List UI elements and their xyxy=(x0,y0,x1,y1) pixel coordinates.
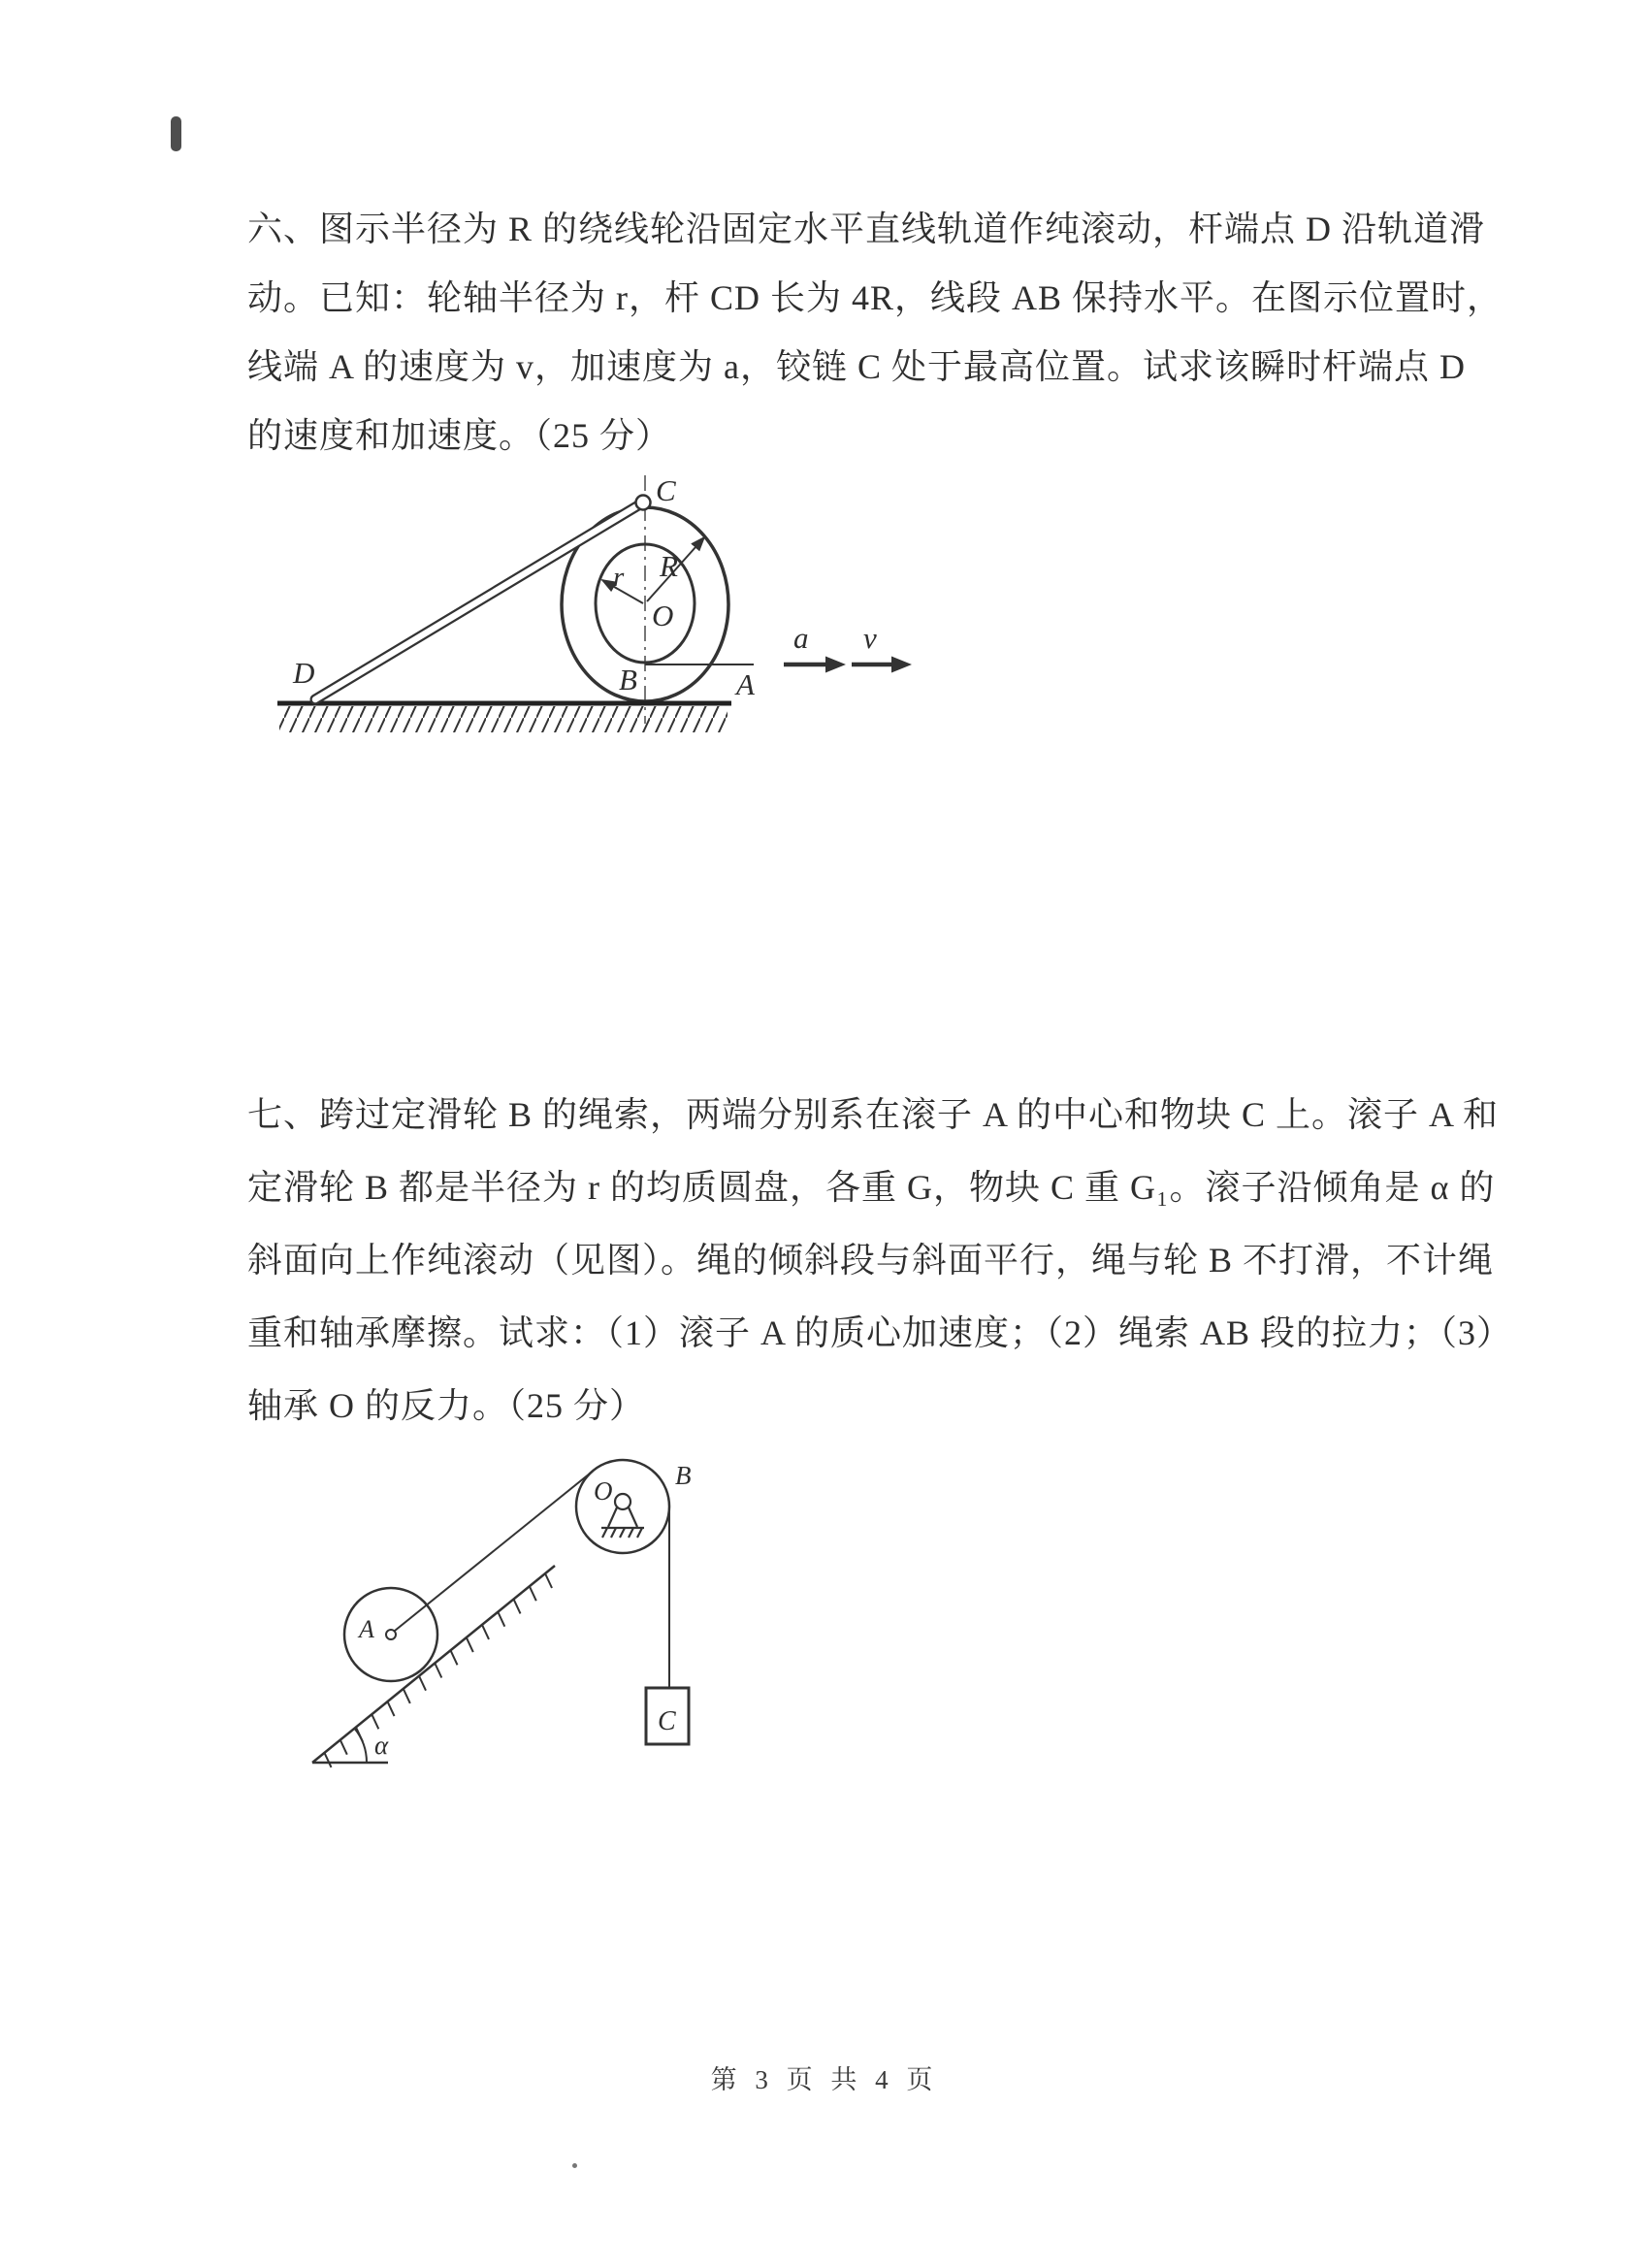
problem6-line-3: 线端 A 的速度为 v，加速度为 a，铰链 C 处于最高位置。试求该瞬时杆端点 D xyxy=(247,347,1467,386)
problem7-line-5: 轴承 O 的反力。（25 分） xyxy=(247,1386,645,1425)
label-a: a xyxy=(793,621,809,655)
problem6-line-1: 六、图示半径为 R 的绕线轮沿固定水平直线轨道作纯滚动，杆端点 D 沿轨道滑 xyxy=(247,210,1486,248)
figure-problem7 xyxy=(291,1445,728,1780)
scan-smudge xyxy=(171,116,181,151)
label-O: O xyxy=(594,1476,613,1506)
page-number: 第 3 页 共 4 页 xyxy=(710,2065,939,2094)
problem6-line-2: 动。已知：轮轴半径为 r，杆 CD 长为 4R，线段 AB 保持水平。在图示位置时， xyxy=(247,278,1504,317)
label-B: B xyxy=(675,1461,692,1490)
label-C: C xyxy=(658,1706,676,1736)
problem7-line-4: 重和轴承摩擦。试求：（1）滚子 A 的质心加速度；（2）绳索 AB 段的拉力；（3） xyxy=(247,1313,1513,1352)
roller-A-hub xyxy=(386,1630,396,1639)
figure-problem6 xyxy=(272,473,941,789)
label-D: D xyxy=(293,656,315,690)
problem7-text xyxy=(247,1079,1513,1442)
label-B: B xyxy=(619,663,637,697)
scan-dot xyxy=(572,2163,577,2168)
problem7-line-3: 斜面向上作纯滚动（见图）。绳的倾斜段与斜面平行，绳与轮 B 不打滑，不计绳 xyxy=(247,1241,1495,1280)
incline-line xyxy=(312,1566,555,1763)
label-R: R xyxy=(660,549,678,583)
wheel-track-diagram xyxy=(272,473,941,784)
label-r: r xyxy=(613,562,625,593)
label-v: v xyxy=(863,621,877,655)
hinge-C xyxy=(636,496,651,510)
label-alpha: α xyxy=(374,1731,389,1760)
label-A: A xyxy=(359,1615,374,1643)
angle-arc xyxy=(355,1729,368,1763)
incline-pulley-diagram xyxy=(291,1445,728,1775)
problem7-line-2: 定滑轮 B 都是半径为 r 的均质圆盘，各重 G，物块 C 重 G₁。滚子沿倾角是 α 的 xyxy=(247,1168,1496,1207)
ground-hatching xyxy=(279,706,728,732)
label-A: A xyxy=(736,667,755,701)
label-O: O xyxy=(652,599,674,632)
label-C: C xyxy=(656,473,676,507)
problem6-text xyxy=(247,195,1504,470)
problem6-line-4: 的速度和加速度。（25 分） xyxy=(247,416,672,455)
problem7-line-1: 七、跨过定滑轮 B 的绳索，两端分别系在滚子 A 的中心和物块 C 上。滚子 A 和 xyxy=(247,1095,1500,1134)
rope-incline-segment xyxy=(395,1474,590,1631)
rod-body xyxy=(315,502,643,699)
